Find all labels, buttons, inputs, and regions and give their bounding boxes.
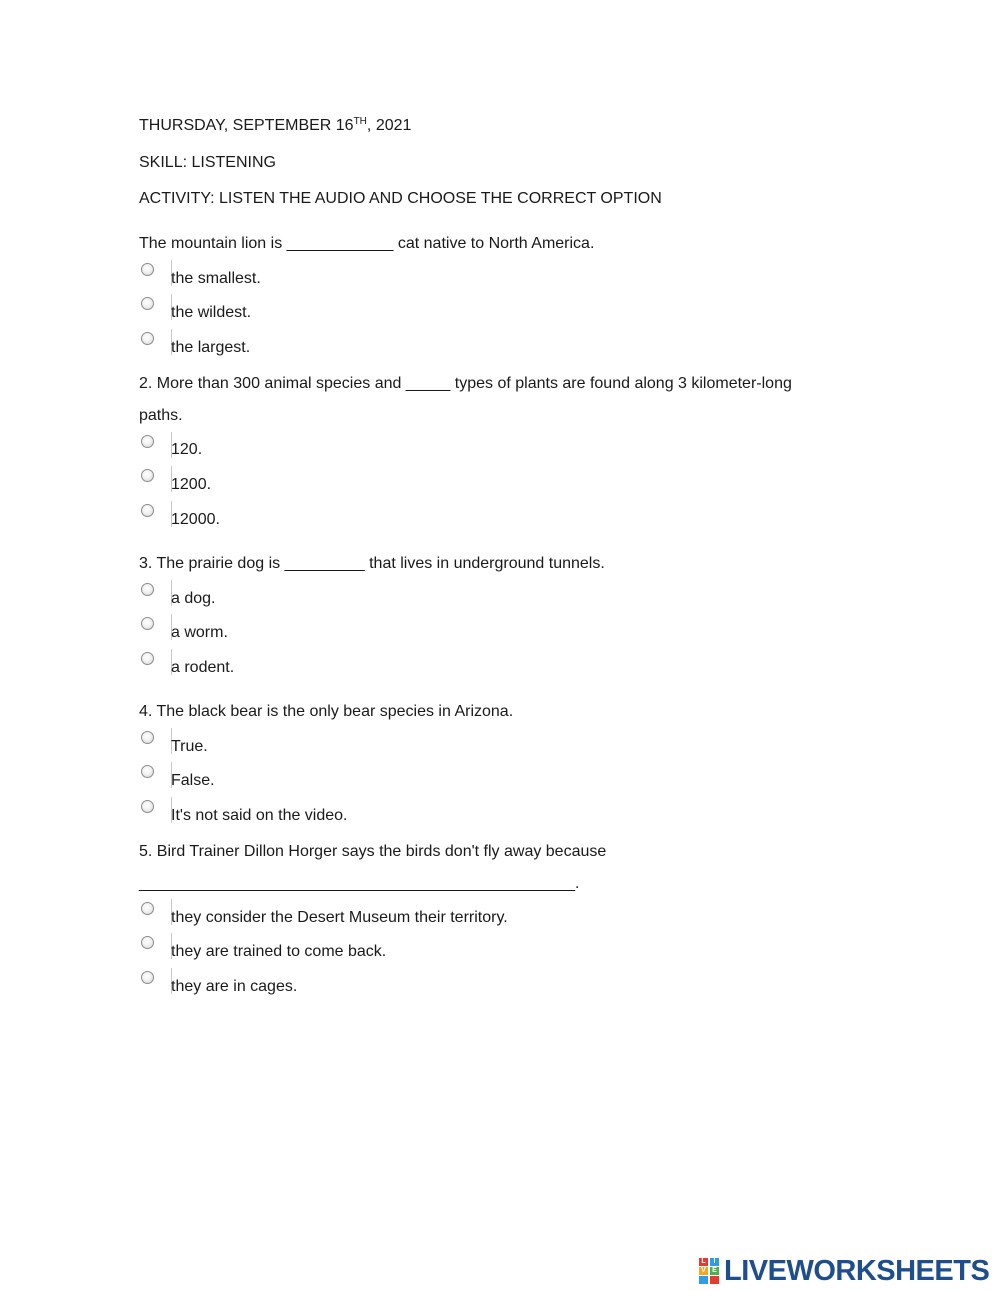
question-3-text: 3. The prairie dog is _________ that lives in underground tunnels. [139,555,605,572]
question-2-option-2-label: 1200. [171,476,212,493]
question-5-option-1-radio[interactable] [141,902,154,915]
question-4-option-3-radio[interactable] [141,800,154,813]
question-5-option-2-radio[interactable] [141,936,154,949]
question-1-option-3-label: the largest. [171,339,251,356]
question-3-option-1-radio[interactable] [141,583,154,596]
question-5-option-3-radio[interactable] [141,971,154,984]
question-1-option-1-label: the smallest. [171,270,261,287]
question-2-option-2-radio[interactable] [141,469,154,482]
question-2-text: 2. More than 300 animal species and _____ types of plants are found along 3 kilometer-long [139,375,792,392]
question-2-text-continued: paths. [139,407,183,424]
question-5-blank-line: _________________________________________________. [139,875,580,892]
logo-block-extra [699,1276,708,1284]
question-4-option-1-label: True. [171,738,208,755]
question-4-option-1-radio[interactable] [141,731,154,744]
date-heading [139,116,411,136]
question-3-option-3-label: a rodent. [171,659,235,676]
question-1-option-3-radio[interactable] [141,332,154,345]
question-3-option-2-label: a worm. [171,624,228,641]
question-2-option-1-radio[interactable] [141,435,154,448]
question-4-option-2-radio[interactable] [141,765,154,778]
question-5-text: 5. Bird Trainer Dillon Horger says the birds don't fly away because [139,843,607,860]
question-3-option-1-label: a dog. [171,590,216,607]
logo-block-l: L [699,1258,708,1266]
question-5-option-2-label: they are trained to come back. [171,943,387,960]
question-1-option-2-label: the wildest. [171,304,252,321]
question-5-option-1-label: they consider the Desert Museum their territory. [171,909,508,926]
logo-blocks-icon [699,1258,721,1284]
question-3-option-2-radio[interactable] [141,617,154,630]
question-2-option-3-radio[interactable] [141,504,154,517]
question-5-option-3-label: they are in cages. [171,978,298,995]
logo-text: LIVEWORKSHEETS [724,1254,990,1287]
date-prefix: THURSDAY, SEPTEMBER 16 [139,117,354,134]
logo-block-extra-2 [710,1276,719,1284]
date-suffix: , 2021 [366,117,412,134]
question-4-option-3-label: It's not said on the video. [171,807,348,824]
question-2-option-1-label: 120. [171,441,203,458]
date-superscript: TH [353,116,367,127]
logo-block-e: E [710,1267,719,1275]
logo-block-v: V [699,1267,708,1275]
skill-heading: SKILL: LISTENING [139,154,276,171]
question-1-option-2-radio[interactable] [141,297,154,310]
question-1-option-1-radio[interactable] [141,263,154,276]
question-4-option-2-label: False. [171,772,215,789]
question-1-text: The mountain lion is ____________ cat native to North America. [139,235,595,252]
question-4-text: 4. The black bear is the only bear species in Arizona. [139,703,514,720]
activity-heading: ACTIVITY: LISTEN THE AUDIO AND CHOOSE THE CORRECT OPTION [139,190,662,207]
question-3-option-3-radio[interactable] [141,652,154,665]
liveworksheets-logo [699,1256,989,1286]
logo-block-i: I [710,1258,719,1266]
question-2-option-3-label: 12000. [171,511,220,528]
